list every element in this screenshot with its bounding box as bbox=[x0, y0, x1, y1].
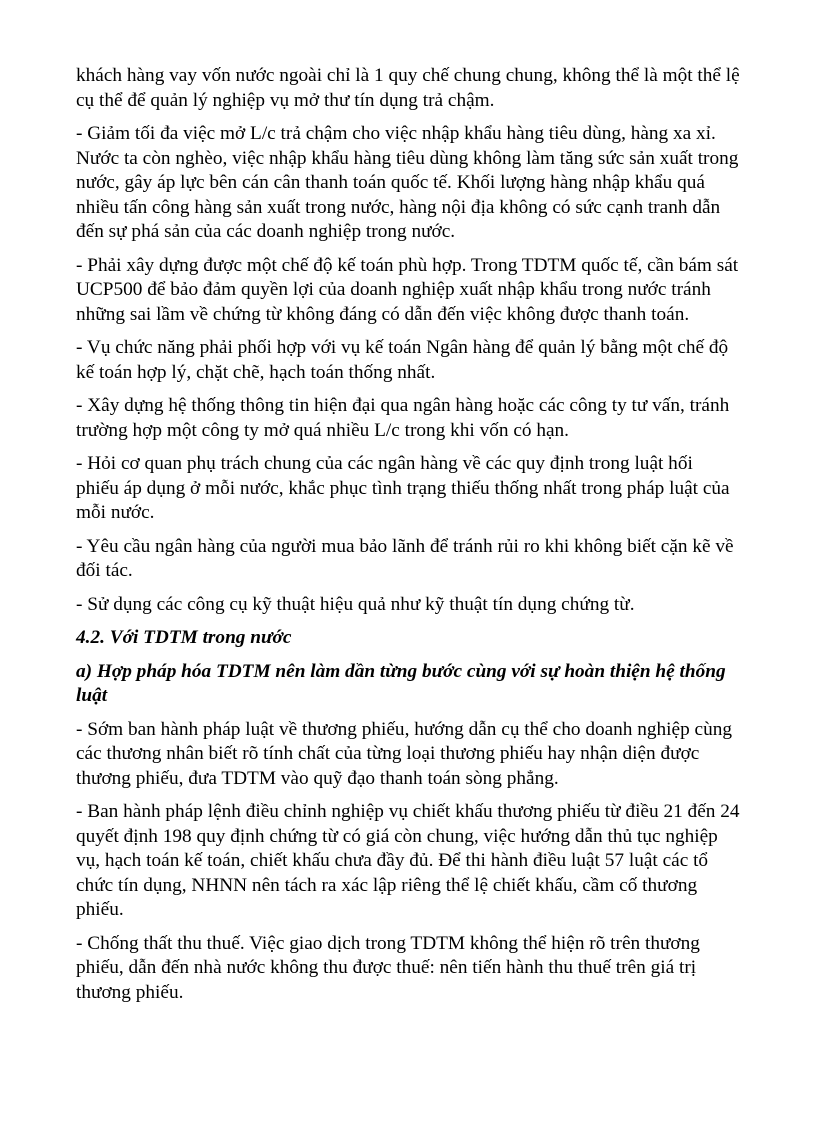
paragraph-information-system: - Xây dựng hệ thống thông tin hiện đại qua ngân hàng hoặc các công ty tư vấn, tránh trường hợp một công ty mở quá nhiều L/c trong khi vốn có hạn. bbox=[76, 395, 730, 441]
paragraph-reduce-deferred-lc: - Giảm tối đa việc mở L/c trả chậm cho việc nhập khẩu hàng tiêu dùng, hàng xa xỉ. Nước ta còn nghèo, việc nhập khẩu hàng tiêu dùng không làm tăng sức sản xuất trong nước, gây áp lực bên cán cân thanh toán quốc tế. Khối lượng hàng nhập khẩu quá nhiều tấn công hàng sản xuất trong nước, hàng nội địa không có sức cạnh tranh dẫn đến sự phá sản của các doanh nghiệp trong nước. bbox=[76, 123, 739, 242]
paragraph-accounting-regime: - Phải xây dựng được một chế độ kế toán phù hợp. Trong TDTM quốc tế, cần bám sát UCP500 để bảo đảm quyền lợi của doanh nghiệp xuất nhập khẩu trong nước tránh những sai lầm về chứng từ không đáng có dẫn đến việc không được thanh toán. bbox=[76, 254, 739, 325]
paragraph-discount-regulation: - Ban hành pháp lệnh điều chỉnh nghiệp vụ chiết khấu thương phiếu từ điều 21 đến 24 quyết định 198 quy định chứng từ có giá còn chung, việc hướng dẫn thủ tục nghiệp vụ, hạch toán kế toán, chiết khấu chưa đầy đủ. Để thi hành điều luật 57 luật các tổ chức tín dụng, NHNN nên tách ra xác lập riêng thể lệ chiết khấu, cầm cố thương phiếu. bbox=[76, 801, 740, 920]
paragraph-commercial-paper-law: - Sớm ban hành pháp luật về thương phiếu, hướng dẫn cụ thể cho doanh nghiệp cùng các thương nhân biết rõ tính chất của từng loại thương phiếu hay nhận diện được thương phiếu, đưa TDTM vào quỹ đạo thanh toán sòng phẳng. bbox=[76, 718, 733, 789]
subheading: a) Hợp pháp hóa TDTM nên làm dần từng bước cùng với sự hoàn thiện hệ thống luật bbox=[76, 660, 726, 706]
paragraph-documentary-credit: - Sử dụng các công cụ kỹ thuật hiệu quả như kỹ thuật tín dụng chứng từ. bbox=[76, 593, 635, 615]
paragraph-bill-of-exchange-law: - Hỏi cơ quan phụ trách chung của các ngân hàng về các quy định trong luật hối phiếu áp dụng ở mỗi nước, khắc phục tình trạng thiếu thống nhất trong pháp luật của mỗi nước. bbox=[76, 453, 730, 523]
section-heading: 4.2. Với TDTM trong nước bbox=[76, 627, 292, 648]
paragraph-tax-loss: - Chống thất thu thuế. Việc giao dịch trong TDTM không thể hiện rõ trên thương phiếu, dẫn đến nhà nước không thu được thuế: nên tiến hành thu thuế trên giá trị thương phiếu. bbox=[76, 932, 700, 1003]
paragraph-coordination: - Vụ chức năng phải phối hợp với vụ kế toán Ngân hàng để quản lý bằng một chế độ kế toán hợp lý, chặt chẽ, hạch toán thống nhất. bbox=[76, 337, 729, 383]
paragraph-bank-guarantee: - Yêu cầu ngân hàng của người mua bảo lãnh để tránh rủi ro khi không biết cặn kẽ về đối tác. bbox=[76, 535, 734, 581]
paragraph-loan-regulation: khách hàng vay vốn nước ngoài chỉ là 1 quy chế chung chung, không thể là một thể lệ cụ thể để quản lý nghiệp vụ mở thư tín dụng trả chậm. bbox=[76, 65, 740, 111]
document-page bbox=[76, 64, 740, 1014]
